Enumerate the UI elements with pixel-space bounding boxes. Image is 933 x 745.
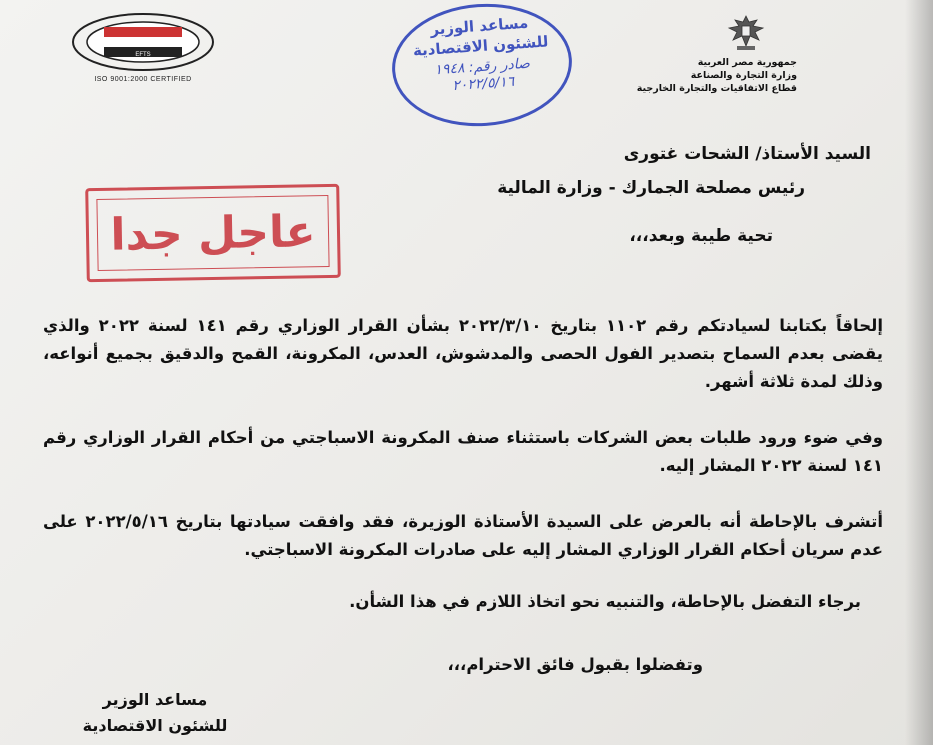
ministry-header [627, 12, 797, 95]
addressee-title: رئيس مصلحة الجمارك - وزارة المالية [497, 178, 805, 198]
signature-title: مساعد الوزير [102, 690, 208, 709]
eagle-emblem-icon [723, 12, 769, 52]
greeting: تحية طيبة وبعد،،، [629, 226, 773, 246]
ministry-line-1: جمهورية مصر العربية [697, 57, 797, 68]
svg-text:EFTS: EFTS [135, 52, 151, 58]
certification-logo [68, 10, 218, 96]
stamp-title: مساعد الوزير [429, 13, 529, 39]
closing-line: وتفضلوا بقبول فائق الاحترام،،، [447, 655, 703, 674]
paragraph-requests: وفي ضوء ورود طلبات بعض الشركات باستثناء صنف المكرونة الاسباجتي من أحكام القرار الوزاري رقم ١٤١ لسنة ٢٠٢٢ المشار إليه. [43, 428, 883, 475]
addressee-name: السيد الأستاذ/ الشحات غتورى [623, 144, 871, 164]
trade-logo-icon [68, 10, 218, 74]
ministry-line-3: قطاع الاتفاقيات والتجارة الخارجية [636, 83, 797, 94]
stamp-date: ٢٠٢٢/٥/١٦ [451, 73, 515, 95]
paragraph-approval: أتشرف بالإحاطة أنه بالعرض على السيدة الأستاذة الوزيرة، فقد وافقت سيادتها بتاريخ ٢٠٢٢/٥/١٦ على عدم سريان أحكام القرار الوزاري المشار إليه على صادرات المكرونة الاسباجتي. [43, 512, 883, 559]
urgent-stamp-text: عاجل جدا [96, 195, 329, 271]
iso-certified-label: ISO 9001:2000 CERTIFIED [94, 76, 192, 83]
outgoing-number-stamp [388, 0, 576, 132]
page-edge-shadow [905, 0, 933, 745]
paragraph-reference: إلحاقاً بكتابنا لسيادتكم رقم ١١٠٢ بتاريخ ٢٠٢٢/٣/١٠ بشأن القرار الوزاري رقم ١٤١ لسنة ٢٠٢٢ والذي يقضى بعدم السماح بتصدير الفول الحصى والمدشوش، العدس، المكرونة، القمح والدقيق بجميع أنواعه، وذلك لمدة ثلاثة أشهر. [43, 316, 883, 391]
request-line: برجاء التفضل بالإحاطة، والتنبيه نحو اتخاذ اللازم في هذا الشأن. [349, 592, 861, 611]
signature-department: للشئون الاقتصادية [82, 716, 228, 735]
ministry-line-2: وزارة التجارة والصناعة [690, 70, 797, 81]
urgent-stamp [85, 184, 341, 282]
stamp-department: للشئون الاقتصادية [412, 32, 549, 60]
stamp-number: صادر رقم: ١٩٤٨ [433, 55, 531, 79]
